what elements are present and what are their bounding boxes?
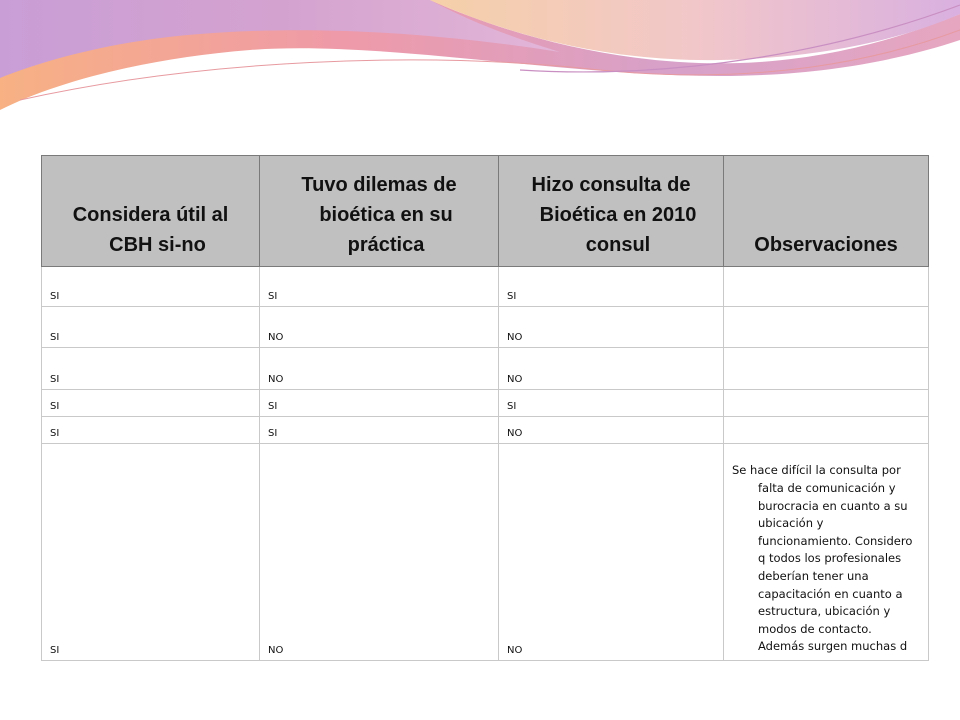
table-cell: SI [42,444,260,661]
table-cell: NO [260,307,499,348]
table-row [42,417,929,444]
observation-cell [724,444,929,661]
header-bioethics-consult: Hizo consulta de Bioética en 2010 consul [499,156,724,267]
table-cell: SI [42,348,260,390]
observation-text: Se hace difícil la consulta por falta de comunicación y burocracia en cuanto a su ubicación y funcionamiento. Considero q todos los profesionales deberían tener una capacitación en cuanto a estructura, ubicación y modos de contacto. Además surgen muchas d [732,463,913,654]
table-cell: SI [42,267,260,307]
table-cell: NO [499,348,724,390]
table-cell: SI [260,417,499,444]
table-cell: NO [499,417,724,444]
table-cell: SI [42,417,260,444]
table-cell: SI [260,267,499,307]
table-cell [724,267,929,307]
table-row [42,390,929,417]
table-cell: SI [260,390,499,417]
table-cell: NO [499,444,724,661]
table-header-row [42,156,929,267]
table-cell: NO [260,348,499,390]
table-row [42,267,929,307]
table-cell: SI [499,390,724,417]
survey-table [41,155,929,661]
table-cell: NO [499,307,724,348]
table-cell: SI [42,307,260,348]
table-cell [724,417,929,444]
table-cell [724,307,929,348]
table-cell: NO [260,444,499,661]
header-observations: Observaciones [724,156,929,267]
table-row [42,444,929,661]
header-bioethics-dilemmas: Tuvo dilemas de bioética en su práctica [260,156,499,267]
table-cell: SI [42,390,260,417]
header-cbh-useful: Considera útil al CBH si-no [42,156,260,267]
table-row [42,348,929,390]
table-cell [724,390,929,417]
table-cell [724,348,929,390]
table-row [42,307,929,348]
table-cell: SI [499,267,724,307]
decorative-banner [0,0,960,120]
